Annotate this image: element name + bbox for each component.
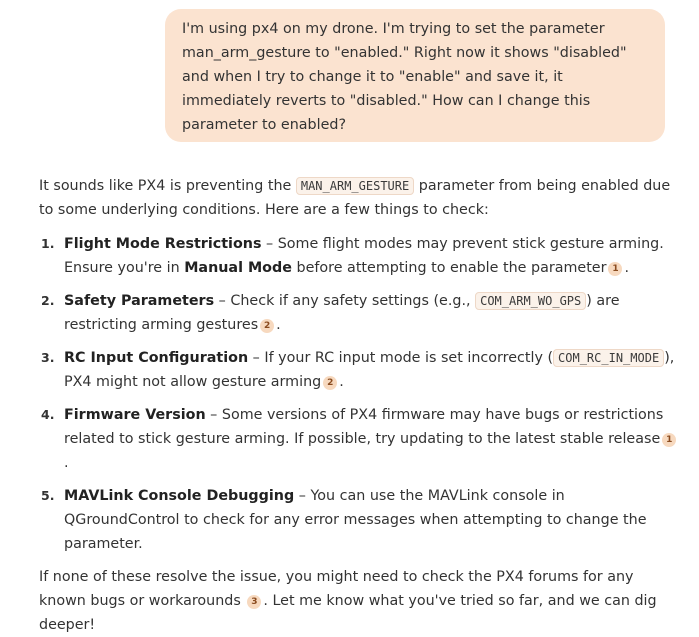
- list-number: 3.: [41, 350, 55, 365]
- checklist: [39, 232, 679, 556]
- item-text: ), PX4 might not allow gesture arming: [64, 350, 675, 390]
- item-bold: Manual Mode: [184, 260, 292, 276]
- list-item: [39, 232, 679, 280]
- item-title: RC Input Configuration: [64, 350, 249, 366]
- item-text: – Check if any safety settings (e.g.,: [214, 293, 476, 309]
- user-message-text: I'm using px4 on my drone. I'm trying to set the parameter man_arm_gesture to "enabled." Right now it shows "disabled" and when I try to change it to "enable" and save it, it immediately reverts to "disabled." How can I change this parameter to enabled?: [182, 21, 627, 133]
- item-title: MAVLink Console Debugging: [64, 488, 295, 504]
- citation-badge[interactable]: 1: [662, 433, 676, 447]
- item-text: – If your RC input mode is set incorrectly (: [248, 350, 554, 366]
- list-item: [39, 484, 679, 556]
- closing-text-after: . Let me know what you've tried so far, and we can dig deeper!: [39, 593, 657, 633]
- intro-text: It sounds like PX4 is preventing the: [39, 178, 292, 194]
- citation-badge[interactable]: 3: [247, 595, 261, 609]
- closing-text: If none of these resolve the issue, you might need to check the PX4 forums for any known bugs or workarounds: [39, 569, 634, 609]
- code-com-arm-wo-gps: COM_ARM_WO_GPS: [475, 292, 586, 310]
- item-title: Safety Parameters: [64, 293, 215, 309]
- list-item: [39, 403, 679, 475]
- list-number: 1.: [41, 236, 55, 251]
- user-message-bubble: [165, 9, 665, 142]
- item-title: Firmware Version: [64, 407, 206, 423]
- citation-badge[interactable]: 2: [260, 319, 274, 333]
- list-item: [39, 289, 679, 337]
- reply-closing: [39, 565, 679, 637]
- list-number: 2.: [41, 293, 55, 308]
- reply-intro: [39, 174, 679, 222]
- list-number: 5.: [41, 488, 55, 503]
- item-text: .: [64, 455, 69, 471]
- item-text: – Some flight modes may prevent stick gesture arming. Ensure you're in: [64, 236, 664, 276]
- item-text: – Some versions of PX4 firmware may have bugs or restrictions related to stick gesture arming. If possible, try updating to the latest stable release: [64, 407, 664, 447]
- code-man-arm-gesture: MAN_ARM_GESTURE: [296, 177, 414, 195]
- citation-badge[interactable]: 2: [323, 376, 337, 390]
- assistant-reply: [39, 174, 679, 637]
- item-text: .: [276, 317, 281, 333]
- citation-badge[interactable]: 1: [608, 262, 622, 276]
- item-text: .: [624, 260, 630, 276]
- intro-text-after: parameter from being enabled due to some underlying conditions. Here are a few things to check:: [39, 178, 671, 218]
- item-text: .: [339, 374, 344, 390]
- item-title: Flight Mode Restrictions: [64, 236, 262, 252]
- list-item: [39, 346, 679, 394]
- code-com-rc-in-mode: COM_RC_IN_MODE: [553, 349, 664, 367]
- list-number: 4.: [41, 407, 55, 422]
- item-text: ) are restricting arming gestures: [64, 293, 620, 333]
- item-text: before attempting to enable the parameter: [291, 260, 607, 276]
- item-text: – You can use the MAVLink console in QGroundControl to check for any error messages when attempting to change the parameter.: [64, 488, 647, 552]
